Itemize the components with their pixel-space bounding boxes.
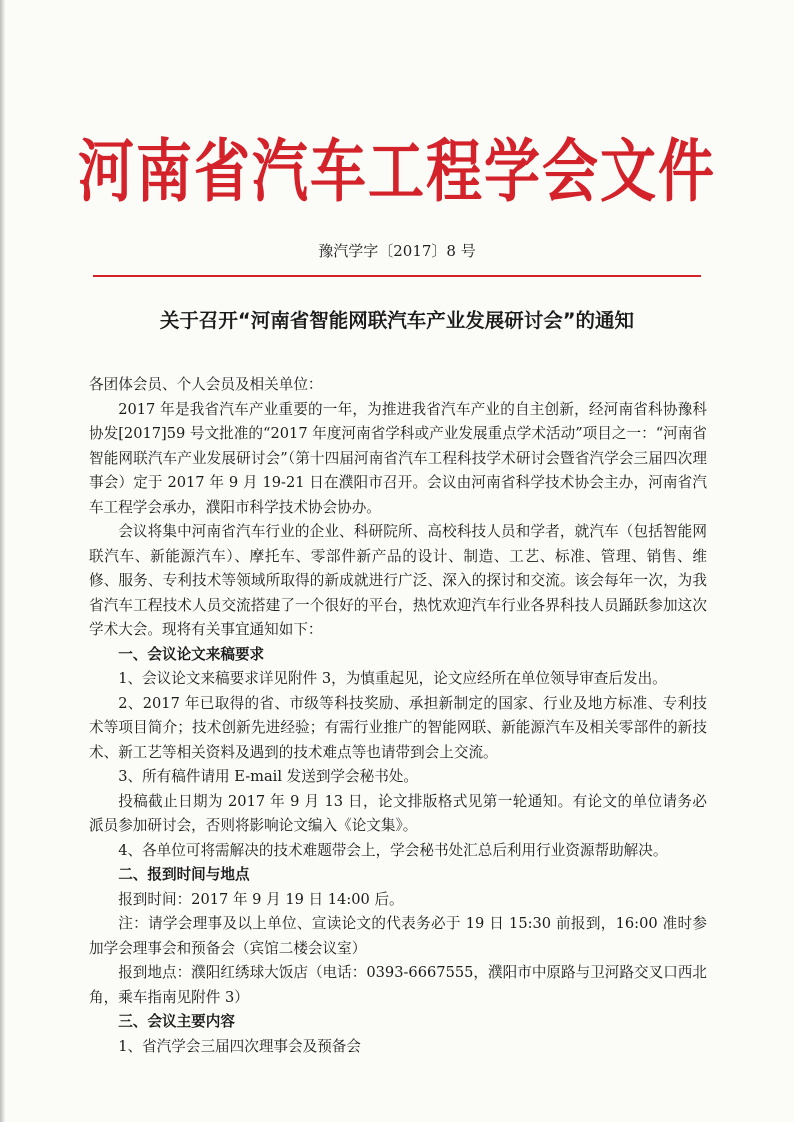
list-item: 3、所有稿件请用 E-mail 发送到学会秘书处。 (118, 768, 418, 785)
list-item: 1、省汽学会三届四次理事会及预备会 (118, 1037, 361, 1055)
section-heading-registration: 二、报到时间与地点 (118, 866, 250, 883)
paragraph-background: 2017 年是我省汽车产业重要的一年，为推进我省汽车产业的自主创新，经河南省科协豫科协发[2017]59 号文批准的“2017 年度河南省学科或产业发展重点学术活动”项目之一：“河南省智能网联汽车产业发展研讨会”（第十四届河南省汽车工程科技学术研讨会暨省汽学会三届四次理事会）定于 2017 年 9 月 19-21 日在濮阳市召开。会议由河南省科学技术协会主办，河南省汽车工程学会承办，濮阳市科学技术协会协办。 (89, 400, 707, 516)
list-item: 1、会议论文来稿要求详见附件 3，为慎重起见，论文应经所在单位领导审查后发出。 (118, 670, 667, 687)
paragraph-scope: 会议将集中河南省汽车行业的企业、科研院所、高校科技人员和学者，就汽车（包括智能网联汽车、新能源汽车）、摩托车、零部件新产品的设计、制造、工艺、标准、管理、销售、维修、服务、专利技术等领域所取得的新成就进行广泛、深入的探讨和交流。该会每年一次，为我省汽车工程技术人员交流搭建了一个很好的平台，热忱欢迎汽车行业各界科技人员踊跃参加这次学术大会。现将有关事宜通知如下： (89, 523, 707, 638)
organization-document-header: 河南省汽车工程学会文件 (78, 132, 716, 212)
list-item: 4、各单位可将需解决的技术难题带会上，学会秘书处汇总后利用行业资源帮助解决。 (118, 841, 668, 859)
document-number: 豫汽学字〔2017〕8 号 (318, 242, 476, 260)
notice-body (89, 373, 707, 1059)
salutation: 各团体会员、个人会员及相关单位： (89, 376, 323, 393)
scan-edge-shadow (0, 0, 5, 1122)
registration-place: 报到地点：濮阳红绣球大饭店（电话：0393-6667555，濮阳市中原路与卫河路交叉口西北角，乘车指南见附件 3） (89, 964, 707, 1006)
notice-title: 关于召开“河南省智能网联汽车产业发展研讨会”的通知 (159, 309, 635, 332)
section-heading-paper-requirements: 一、会议论文来稿要求 (118, 645, 265, 663)
list-item: 2、2017 年已取得的省、市级等科技奖励、承担新制定的国家、行业及地方标准、专利技术等项目简介；技术创新先进经验；有需行业推广的智能网联、新能源汽车及相关零部件的新技术、新工艺等相关资料及遇到的技术难点等也请带到会上交流。 (89, 694, 707, 761)
red-divider-line (93, 275, 701, 277)
registration-note: 注：请学会理事及以上单位、宣读论文的代表务必于 19 日 15:30 前报到，16:00 准时参加学会理事会和预备会（宾馆二楼会议室） (89, 915, 707, 957)
submission-deadline: 投稿截止日期为 2017 年 9 月 13 日，论文排版格式见第一轮通知。有论文的单位请务必派员参加研讨会，否则将影响论文编入《论文集》。 (89, 792, 707, 834)
registration-time: 报到时间：2017 年 9 月 19 日 14:00 后。 (118, 890, 404, 908)
section-heading-agenda: 三、会议主要内容 (118, 1013, 235, 1030)
